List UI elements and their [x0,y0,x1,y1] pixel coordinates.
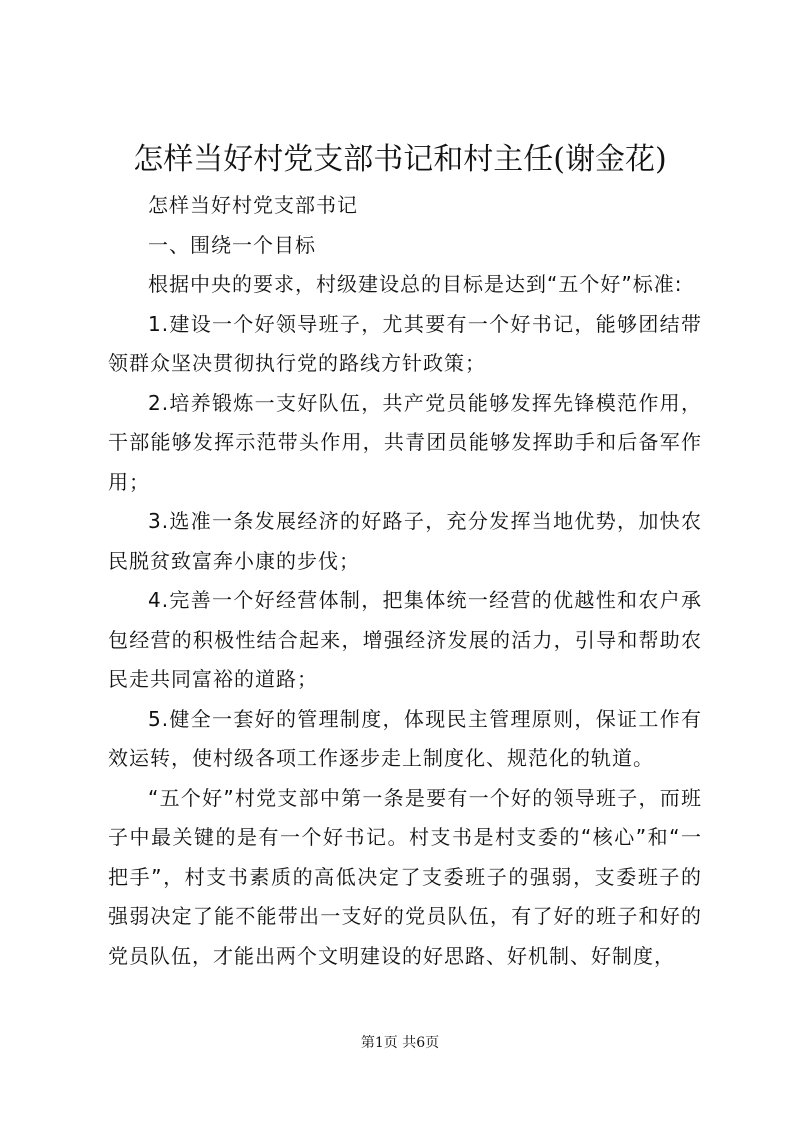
paragraph-section-heading: 一、围绕一个目标 [148,232,316,257]
document-title: 怎样当好村党支部书记和村主任(谢金花) [133,142,667,177]
paragraph-item-1: 1.建设一个好领导班子，尤其要有一个好书记，能够团结带领群众坚决贯彻执行党的路线方针政策； [108,311,702,375]
paragraph-item-4: 4.完善一个好经营体制，把集体统一经营的优越性和农户承包经营的积极性结合起来，增强经济发展的活力，引导和帮助农民走共同富裕的道路； [108,588,702,691]
paragraph-item-2: 2.培养锻炼一支好队伍，共产党员能够发挥先锋模范作用，干部能够发挥示范带头作用，共青团员能够发挥助手和后备军作用； [108,390,702,494]
document-body [108,186,702,976]
paragraph-item-3: 3.选准一条发展经济的好路子，充分发挥当地优势，加快农民脱贫致富奔小康的步伐； [108,509,702,573]
page-footer: 第1页 共6页 [360,1035,440,1051]
paragraph-item-5: 5.健全一套好的管理制度，体现民主管理原则，保证工作有效运转，使村级各项工作逐步走上制度化、规范化的轨道。 [108,706,702,770]
paragraph-subtitle: 怎样当好村党支部书记 [148,193,358,217]
paragraph-intro: 根据中央的要求，村级建设总的目标是达到“五个好”标准: [148,272,683,296]
paragraph-body: “五个好”村党支部中第一条是要有一个好的领导班子，而班子中最关键的是有一个好书记。村支书是村支委的“核心”和“一把手”，村支书素质的高低决定了支委班子的强弱，支委班子的强弱决定了能不能带出一支好的党员队伍，有了好的班子和好的党员队伍，才能出两个文明建设的好思路、好机制、好制度， [108,785,702,968]
